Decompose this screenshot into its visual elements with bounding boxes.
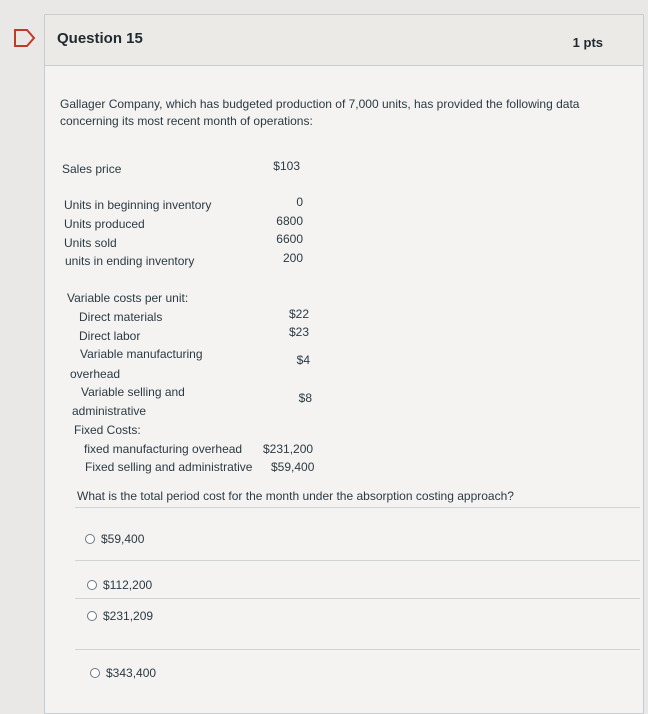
fixed-sa-value: $59,400 <box>271 460 315 474</box>
radio-icon[interactable] <box>87 580 97 590</box>
variable-mfg-label-2: overhead <box>70 367 121 381</box>
divider <box>75 560 640 561</box>
variable-sa-label-1: Variable selling and <box>81 385 185 399</box>
variable-costs-header: Variable costs per unit: <box>67 291 189 305</box>
variable-sa-label-2: administrative <box>72 404 147 418</box>
bookmark-flag-icon[interactable] <box>12 28 38 48</box>
answer-option-2[interactable] <box>87 578 152 592</box>
fixed-mfg-label: fixed manufacturing overhead <box>84 442 243 456</box>
answer-option-4[interactable] <box>90 666 156 680</box>
sales-price-label: Sales price <box>62 162 122 176</box>
question-intro: Gallager Company, which has budgeted production of 7,000 units, has provided the following data concerning its most recent month of operations: <box>60 97 580 128</box>
fixed-mfg-value: $231,200 <box>263 442 314 456</box>
variable-mfg-label-1: Variable manufacturing <box>80 347 203 361</box>
answer-option-3[interactable] <box>87 609 153 623</box>
radio-icon[interactable] <box>90 668 100 678</box>
question-header <box>45 15 643 66</box>
answer-option-1[interactable] <box>85 532 144 546</box>
answer-option-label: $231,209 <box>103 609 154 623</box>
radio-icon[interactable] <box>85 534 95 544</box>
direct-materials-value: $22 <box>288 307 309 321</box>
fixed-sa-label: Fixed selling and administrative <box>85 460 253 474</box>
units-produced-label: Units produced <box>64 217 145 231</box>
answer-option-label: $343,400 <box>106 666 157 680</box>
fixed-costs-header: Fixed Costs: <box>74 423 141 437</box>
question-prompt: What is the total period cost for the month under the absorption costing approach? <box>77 489 514 503</box>
variable-mfg-value: $4 <box>296 353 310 367</box>
units-produced-value: 6800 <box>276 214 303 228</box>
units-sold-label: Units sold <box>64 236 117 250</box>
divider <box>75 649 640 650</box>
units-beginning-label: Units in beginning inventory <box>64 198 212 212</box>
units-sold-value: 6600 <box>276 232 303 246</box>
divider <box>75 507 640 508</box>
units-beginning-value: 0 <box>296 195 303 209</box>
answer-option-label: $112,200 <box>103 578 153 592</box>
divider <box>75 598 640 599</box>
question-title: Question 15 <box>57 30 143 47</box>
direct-labor-value: $23 <box>288 325 309 339</box>
variable-sa-value: $8 <box>298 391 312 405</box>
direct-labor-label: Direct labor <box>79 329 141 343</box>
question-points: 1 pts <box>572 35 603 50</box>
units-ending-label: units in ending inventory <box>65 254 195 268</box>
answer-option-label: $59,400 <box>101 532 145 546</box>
units-ending-value: 200 <box>282 251 303 265</box>
sales-price-value: $103 <box>273 159 300 173</box>
direct-materials-label: Direct materials <box>79 310 163 324</box>
question-card <box>44 14 644 714</box>
radio-icon[interactable] <box>87 611 97 621</box>
